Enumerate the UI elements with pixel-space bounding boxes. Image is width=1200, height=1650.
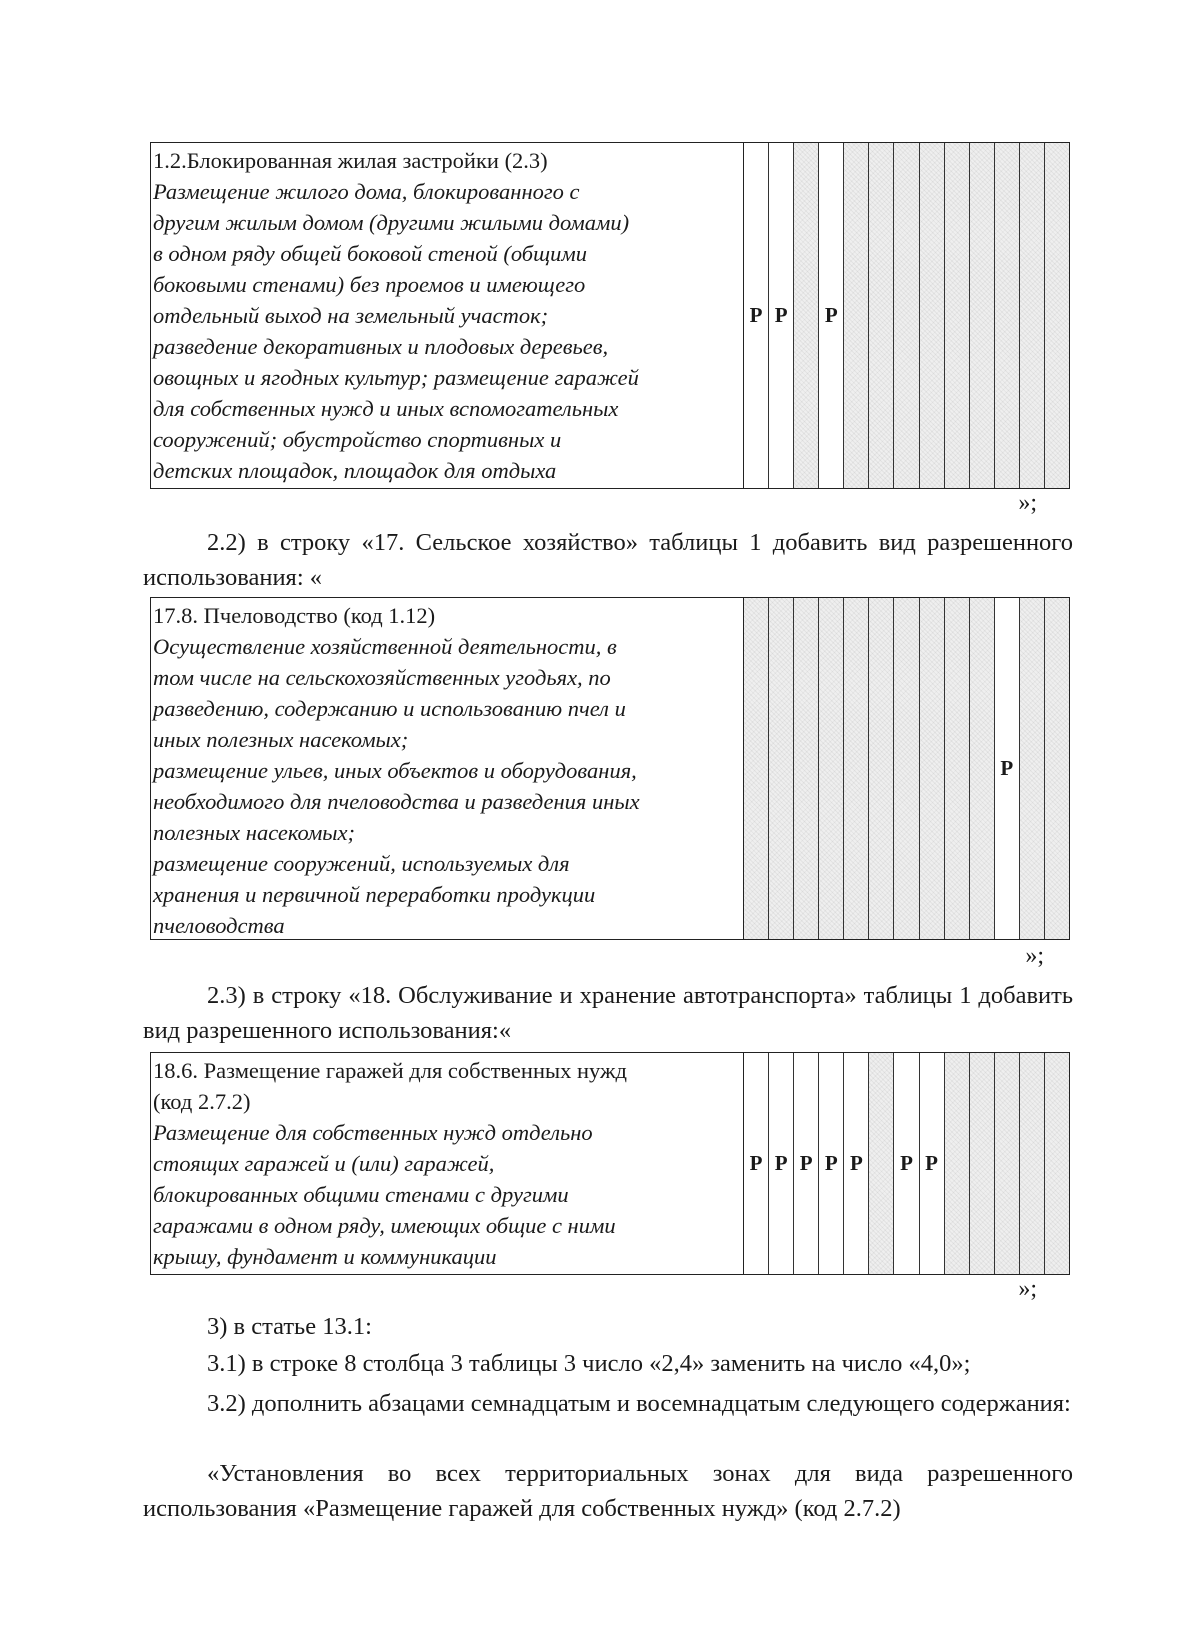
row-text-line: отдельный выход на земельный участок; (153, 303, 549, 328)
row-title: 18.6. Размещение гаражей для собственных нужд (153, 1058, 627, 1083)
zone-cell (970, 598, 995, 939)
row-text-line: Осуществление хозяйственной деятельности, в (153, 634, 617, 659)
item-3-2 (143, 1386, 1073, 1421)
closing-quote: »; (1018, 1276, 1037, 1302)
row-text-line: разведению, содержанию и использованию пчел и (153, 696, 626, 721)
table-description-cell (151, 1053, 744, 1274)
final-paragraph (143, 1456, 1073, 1526)
zone-cell (869, 1053, 894, 1274)
row-text-line: детских площадок, площадок для отдыха (153, 458, 557, 483)
zone-cells (744, 1053, 1069, 1274)
zone-cell (844, 143, 869, 488)
zone-cell: Р (995, 598, 1020, 939)
row-text-line: боковыми стенами) без проемов и имеющего (153, 272, 586, 297)
row-text-line: том числе на сельскохозяйственных угодьях, по (153, 665, 611, 690)
zone-cell (769, 598, 794, 939)
zone-cell: Р (819, 143, 844, 488)
row-text-line: стоящих гаражей и (или) гаражей, (153, 1151, 495, 1176)
row-text-line: полезных насекомых; (153, 820, 356, 845)
zone-cell (894, 143, 919, 488)
zone-cells (744, 143, 1069, 488)
zone-cell (920, 143, 945, 488)
row-text-line: иных полезных насекомых; (153, 727, 409, 752)
zone-cell: Р (744, 1053, 769, 1274)
zone-cell: Р (769, 143, 794, 488)
table-beekeeping (150, 597, 1070, 940)
table-blocked-housing (150, 142, 1070, 489)
row-text-line: размещение сооружений, используемых для (153, 851, 570, 876)
zone-cell (794, 598, 819, 939)
row-text-line: для собственных нужд и иных вспомогательных (153, 396, 619, 421)
table-garages (150, 1052, 1070, 1275)
zone-cell (1045, 1053, 1069, 1274)
zone-cell (844, 598, 869, 939)
zone-cell: Р (744, 143, 769, 488)
zone-cells (744, 598, 1069, 939)
zone-cell: Р (769, 1053, 794, 1274)
item-3-1: 3.1) в строке 8 столбца 3 таблицы 3 число «2,4» заменить на число «4,0»; (207, 1350, 971, 1377)
zone-cell (1045, 143, 1069, 488)
paragraph-text: «Установления во всех территориальных зонах для вида разрешенного использования «Размещение гаражей для собственных нужд» (код 2.7.2) (143, 1460, 1073, 1522)
table-description-cell (151, 143, 744, 488)
row-text-line: хранения и первичной переработки продукции (153, 882, 596, 907)
zone-cell (869, 143, 894, 488)
zone-cell (744, 598, 769, 939)
row-text-line: необходимого для пчеловодства и разведения иных (153, 789, 640, 814)
zone-cell (819, 598, 844, 939)
zone-cell: Р (844, 1053, 869, 1274)
closing-quote: »; (1025, 943, 1044, 969)
zone-cell (945, 598, 970, 939)
paragraph-text: 2.3) в строку «18. Обслуживание и хранение автотранспорта» таблицы 1 добавить вид разрешенного использования:« (143, 982, 1073, 1044)
row-text-line: блокированных общими стенами с другими (153, 1182, 569, 1207)
row-text-line: крышу, фундамент и коммуникации (153, 1244, 497, 1269)
row-title: 1.2.Блокированная жилая застройки (2.3) (153, 148, 548, 173)
row-text-line: пчеловодства (153, 913, 285, 938)
row-text-line: в одном ряду общей боковой стеной (общими (153, 241, 587, 266)
row-text-line: гаражами в одном ряду, имеющих общие с ними (153, 1213, 616, 1238)
zone-cell (1020, 143, 1045, 488)
item-3: 3) в статье 13.1: (207, 1313, 372, 1340)
closing-quote: »; (1018, 490, 1037, 516)
row-text-line: разведение декоративных и плодовых деревьев, (153, 334, 609, 359)
row-text-line: Размещение для собственных нужд отдельно (153, 1120, 593, 1145)
row-text-line: сооружений; обустройство спортивных и (153, 427, 562, 452)
zone-cell (894, 598, 919, 939)
zone-cell (869, 598, 894, 939)
zone-cell: Р (894, 1053, 919, 1274)
row-title: 17.8. Пчеловодство (код 1.12) (153, 603, 436, 628)
row-text-line: Размещение жилого дома, блокированного с (153, 179, 580, 204)
row-text-line: овощных и ягодных культур; размещение гаражей (153, 365, 639, 390)
paragraph-text: 2.2) в строку «17. Сельское хозяйство» таблицы 1 добавить вид разрешенного использования: « (143, 529, 1073, 591)
zone-cell: Р (819, 1053, 844, 1274)
zone-cell (1045, 598, 1069, 939)
row-text-line: другим жилым домом (другими жилыми домами) (153, 210, 630, 235)
paragraph-text: 3.2) дополнить абзацами семнадцатым и восемнадцатым следующего содержания: (207, 1390, 1071, 1417)
zone-cell (995, 143, 1020, 488)
table-description-cell (151, 598, 744, 939)
row-text-line: размещение ульев, иных объектов и оборудования, (153, 758, 637, 783)
zone-cell: Р (920, 1053, 945, 1274)
zone-cell (794, 143, 819, 488)
row-title: (код 2.7.2) (153, 1089, 251, 1114)
zone-cell (920, 598, 945, 939)
zone-cell (945, 1053, 970, 1274)
paragraph-2-3 (143, 978, 1073, 1048)
zone-cell: Р (794, 1053, 819, 1274)
zone-cell (995, 1053, 1020, 1274)
zone-cell (1020, 598, 1045, 939)
zone-cell (970, 143, 995, 488)
zone-cell (1020, 1053, 1045, 1274)
zone-cell (945, 143, 970, 488)
zone-cell (970, 1053, 995, 1274)
paragraph-2-2 (143, 525, 1073, 595)
